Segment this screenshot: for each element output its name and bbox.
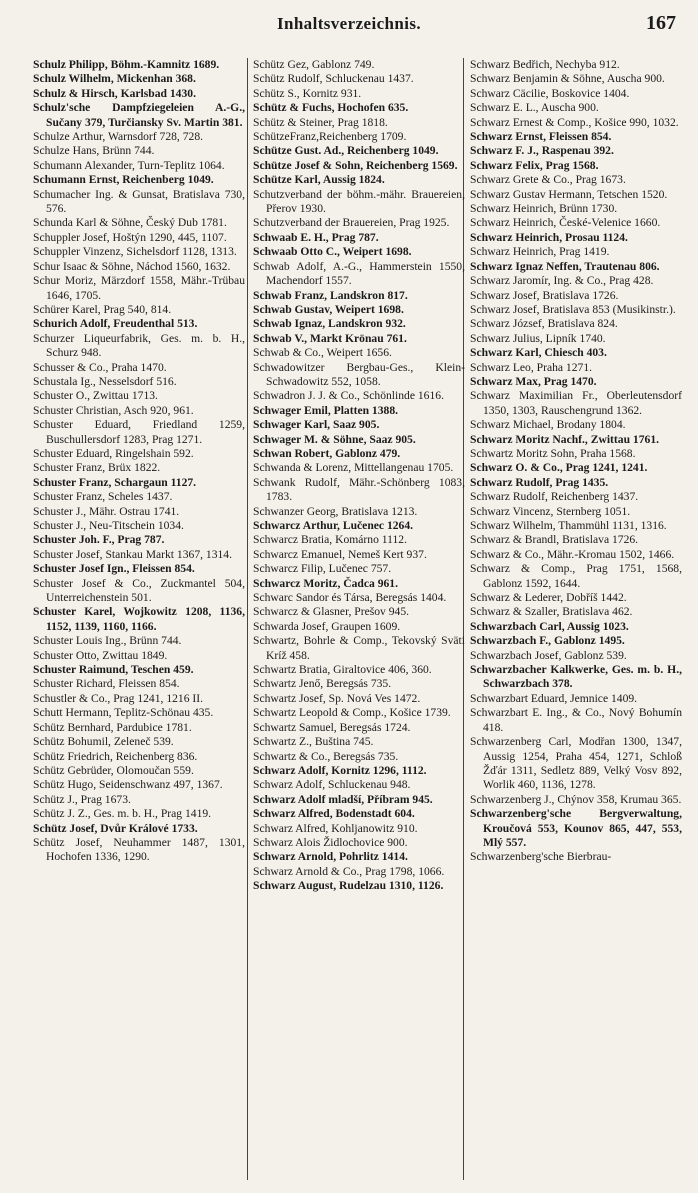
index-entry: Schutzverband der Brauereien, Prag 1925.: [253, 216, 450, 230]
index-entry: Schuster O., Zwittau 1713.: [33, 389, 158, 403]
index-entry: Schütz Rudolf, Schluckenau 1437.: [253, 72, 414, 86]
index-entry: Schwarz & Comp., Prag 1751, 1568, Gablonz 1592, 1644.: [470, 562, 682, 590]
index-entry: Schur Moriz, Märzdorf 1558, Mähr.-Trübau 1646, 1705.: [33, 274, 245, 302]
index-entry: Schwadron J. J. & Co., Schönlinde 1616.: [253, 389, 444, 403]
index-entry: Schwarz E. L., Auscha 900.: [470, 101, 599, 115]
index-entry: Schütz Bernhard, Pardubice 1781.: [33, 720, 192, 734]
index-entry: Schulze Hans, Brünn 744.: [33, 144, 155, 158]
index-entry: Schwarz Josef, Bratislava 1726.: [470, 288, 619, 302]
index-entry: Schuster J., Neu-Titschein 1034.: [33, 519, 184, 532]
index-entry: Schwarz Maximilian Fr., Oberleutensdorf 1350, 1303, Rauschengrund 1362.: [470, 389, 682, 417]
index-entry: Schwarzenberg J., Chýnov 358, Krumau 365.: [470, 792, 682, 806]
index-entry: Schur Isaac & Söhne, Náchod 1560, 1632.: [33, 259, 231, 273]
index-entry: Schwarzbart E. Ing., & Co., Nový Bohumín 418.: [470, 706, 682, 734]
index-entry: Schwarz Josef, Bratislava 853 (Musikinstr.).: [470, 302, 676, 316]
index-entry: Schwartz Bratia, Giraltovice 406, 360.: [253, 663, 432, 677]
index-entry: Schütze Josef & Sohn, Reichenberg 1569.: [253, 158, 458, 172]
index-entry: Schwarz Max, Prag 1470.: [470, 374, 597, 388]
index-entry: Schwab Adolf, A.-G., Hammerstein 1550, Machendorf 1557.: [253, 259, 465, 288]
index-entry: Schuster Eduard, Friedland 1259, Buschullersdorf 1283, Prag 1271.: [33, 418, 245, 446]
index-entry: Schwanzer Georg, Bratislava 1213.: [253, 504, 418, 518]
index-entry: Schwarz Leo, Praha 1271.: [470, 360, 593, 374]
index-entry: Schütz Friedrich, Reichenberg 836.: [33, 749, 198, 763]
index-entry: Schwarz Bedřich, Nechyba 912.: [470, 58, 620, 71]
index-entry: Schusser & Co., Praha 1470.: [33, 360, 167, 374]
index-entry: Schwarcz Filip, Lučenec 757.: [253, 562, 392, 576]
index-entry: Schuster Josef, Stankau Markt 1367, 1314.: [33, 547, 233, 561]
index-entry: Schwarzbart Eduard, Jemnice 1409.: [470, 691, 638, 705]
index-entry: Schwarz Ernst, Fleissen 854.: [470, 130, 612, 144]
index-entry: Schwarcz Moritz, Čadca 961.: [253, 576, 398, 590]
index-entry: Schwarz & Lederer, Dobříš 1442.: [470, 591, 627, 605]
index-entry: Schwank Rudolf, Mähr.-Schönberg 1083, 1783.: [253, 475, 465, 504]
index-entry: Schwarz F. J., Raspenau 392.: [470, 144, 614, 158]
index-entry: Schwarzbach Josef, Gablonz 539.: [470, 648, 627, 662]
index-entry: Schuster J., Mähr. Ostrau 1741.: [33, 504, 180, 518]
index-entry: Schwaab Otto C., Weipert 1698.: [253, 245, 412, 259]
index-entry: Schwarz Heinrich, Brünn 1730.: [470, 202, 618, 216]
index-entry: Schuster Raimund, Teschen 459.: [33, 663, 194, 677]
index-entry: Schwarzenberg'sche Bergverwaltung, Kroučová 553, Kounov 865, 447, 553, Mlý 557.: [470, 807, 682, 849]
index-entry: Schütz J., Prag 1673.: [33, 792, 131, 806]
index-entry: Schwarz Heinrich, České-Velenice 1660.: [470, 216, 661, 230]
index-entry: Schumann Alexander, Turn-Teplitz 1064.: [33, 158, 225, 172]
index-entry: Schwartz & Co., Beregsás 735.: [253, 749, 399, 763]
index-entry: Schulze Arthur, Warnsdorf 728, 728.: [33, 130, 204, 144]
index-entry: Schwarz Adolf, Schluckenau 948.: [253, 778, 411, 792]
index-entry: Schwan Robert, Gablonz 479.: [253, 446, 401, 460]
index-entry: Schunda Karl & Söhne, Český Dub 1781.: [33, 216, 227, 230]
index-entry: Schürer Karel, Prag 540, 814.: [33, 302, 172, 316]
index-entry: Schutt Hermann, Teplitz-Schönau 435.: [33, 706, 214, 720]
index-entry: Schutzverband der böhm.-mähr. Brauereien, Přerov 1930.: [253, 187, 465, 216]
index-entry: Schwartz Leopold & Comp., Košice 1739.: [253, 706, 451, 720]
index-entry: Schwarzbacher Kalkwerke, Ges. m. b. H., Schwarzbach 378.: [470, 663, 682, 691]
index-entry: Schwarcz Bratia, Komárno 1112.: [253, 533, 407, 547]
index-entry: Schwarz Heinrich, Prag 1419.: [470, 245, 610, 259]
index-entry: Schwarz O. & Co., Prag 1241, 1241.: [470, 461, 648, 475]
index-entry: Schustler & Co., Prag 1241, 1216 II.: [33, 691, 204, 705]
index-entry: Schwartz, Bohrle & Comp., Tekovský Sväti Kríž 458.: [253, 634, 465, 662]
index-entry: Schwarzbach Carl, Aussig 1023.: [470, 619, 629, 633]
index-entry: SchützeFranz,Reichenberg 1709.: [253, 130, 407, 144]
index-entry: Schwarz Gustav Hermann, Tetschen 1520.: [470, 187, 668, 201]
index-entry: Schütz Josef, Neuhammer 1487, 1301, Hochofen 1336, 1290.: [33, 835, 245, 864]
index-entry: Schwarz & Szaller, Bratislava 462.: [470, 605, 633, 619]
index-entry: Schulz Philipp, Böhm.-Kamnitz 1689.: [33, 58, 220, 71]
index-entry: Schwarz Arnold, Pohrlitz 1414.: [253, 850, 408, 864]
index-entry: Schwab Franz, Landskron 817.: [253, 288, 408, 302]
index-entry: Schuster Josef & Co., Zuckmantel 504, Unterreichenstein 501.: [33, 576, 245, 605]
index-entry: Schwarz Ernest & Comp., Košice 990, 1032.: [470, 115, 679, 129]
index-entry: Schwarz August, Rudelzau 1310, 1126.: [253, 879, 444, 893]
index-entry: Schwarz Vincenz, Sternberg 1051.: [470, 504, 631, 518]
index-entry: Schuster Josef Ign., Fleissen 854.: [33, 562, 195, 576]
index-entry: Schwarzenberg'sche Bierbrau-: [470, 850, 612, 864]
index-entry: Schwager Karl, Saaz 905.: [253, 418, 380, 432]
page-title: Inhaltsverzeichnis.: [276, 14, 422, 33]
index-entry: Schulz Wilhelm, Mickenhan 368.: [33, 72, 196, 86]
index-entry: Schuster Otto, Zwittau 1849.: [33, 648, 168, 662]
index-entry: Schustala Ig., Nesselsdorf 516.: [33, 374, 177, 388]
index-entry: Schulz & Hirsch, Karlsbad 1430.: [33, 86, 196, 100]
index-entry: Schwarz Moritz Nachf., Zwittau 1761.: [470, 432, 660, 446]
index-entry: Schütz J. Z., Ges. m. b. H., Prag 1419.: [33, 807, 212, 821]
index-entry: Schwarz Karl, Chiesch 403.: [470, 346, 607, 360]
index-entry: Schütz & Fuchs, Hochofen 635.: [253, 101, 409, 115]
index-entry: Schuster Franz, Scheles 1437.: [33, 490, 173, 504]
index-entry: Schurich Adolf, Freudenthal 513.: [33, 317, 198, 331]
index-entry: Schwarz & Co., Mähr.-Kromau 1502, 1466.: [470, 547, 675, 561]
index-entry: Schuster Franz, Schargaun 1127.: [33, 475, 197, 489]
index-entry: Schwarc Sandor és Társa, Beregsás 1404.: [253, 591, 447, 605]
index-entry: Schwarzenberg Carl, Modřan 1300, 1347, Aussig 1254, Praha 454, 1271, Schloß Žďár 1311, Sedletz 889, Velký Vosv 892, Worlik 460, 1136, 1278.: [470, 735, 682, 792]
index-entry: Schwab V., Markt Krönau 761.: [253, 331, 407, 345]
index-entry: Schütz Josef, Dvůr Králové 1733.: [33, 821, 198, 835]
index-entry: Schwarz Cäcilie, Boskovice 1404.: [470, 86, 630, 100]
index-entry: Schwanda & Lorenz, Mittellangenau 1705.: [253, 461, 454, 475]
index-entry: Schuster Eduard, Ringelshain 592.: [33, 446, 194, 460]
index-entry: Schwarz Arnold & Co., Prag 1798, 1066.: [253, 864, 445, 878]
index-entry: Schütz Hugo, Seidenschwanz 497, 1367.: [33, 778, 223, 792]
index-entry: Schwarz Ignaz Neffen, Trautenau 806.: [470, 259, 660, 273]
index-entry: Schuppler Josef, Hoštýn 1290, 445, 1107.: [33, 230, 227, 244]
index-entry: Schuster Christian, Asch 920, 961.: [33, 403, 194, 417]
index-entry: Schwarz Rudolf, Reichenberg 1437.: [470, 490, 639, 504]
page-number: 167: [646, 12, 676, 34]
index-entry: Schumacher Ing. & Gunsat, Bratislava 730, 576.: [33, 187, 245, 216]
index-entry: Schütz Gebrüder, Olomoučan 559.: [33, 763, 194, 777]
index-entry: Schwaab E. H., Prag 787.: [253, 230, 379, 244]
index-entry: Schwarz Benjamin & Söhne, Auscha 900.: [470, 72, 665, 86]
index-entry: Schwarz Felix, Prag 1568.: [470, 158, 599, 172]
index-entry: Schütz & Steiner, Prag 1818.: [253, 115, 388, 129]
index-entry: Schwarz Adolf mladší, Příbram 945.: [253, 792, 433, 806]
index-entry: Schwab Ignaz, Landskron 932.: [253, 317, 406, 331]
index-entry: Schwager Emil, Platten 1388.: [253, 403, 399, 417]
index-entry: Schuster Richard, Fleissen 854.: [33, 677, 180, 691]
index-entry: Schwarz Heinrich, Prosau 1124.: [470, 230, 628, 244]
index-entry: Schurzer Liqueurfabrik, Ges. m. b. H., Schurz 948.: [33, 331, 245, 360]
index-entry: Schwartz Josef, Sp. Nová Ves 1472.: [253, 691, 421, 705]
index-entry: Schütze Karl, Aussig 1824.: [253, 173, 385, 187]
index-entry: Schütz S., Kornitz 931.: [253, 86, 362, 100]
index-entry: Schütz Bohumil, Zeleneč 539.: [33, 735, 174, 749]
index-entry: Schwager M. & Söhne, Saaz 905.: [253, 432, 416, 446]
index-entry: Schwartz Samuel, Beregsás 1724.: [253, 720, 411, 734]
column-divider: [247, 58, 248, 1180]
index-entry: Schwab Gustav, Weipert 1698.: [253, 302, 404, 316]
index-entry: Schwarz & Brandl, Bratislava 1726.: [470, 533, 639, 547]
index-entry: Schütze Gust. Ad., Reichenberg 1049.: [253, 144, 439, 158]
index-column-right: [470, 58, 682, 865]
index-entry: Schumann Ernst, Reichenberg 1049.: [33, 173, 214, 187]
index-entry: Schwarz Alois Židlochovice 900.: [253, 835, 408, 849]
index-entry: Schwarz Alfred, Bodenstadt 604.: [253, 807, 415, 821]
index-entry: Schwarz Jaromír, Ing. & Co., Prag 428.: [470, 274, 654, 288]
index-entry: Schwarcz Arthur, Lučenec 1264.: [253, 519, 414, 532]
index-entry: Schwab & Co., Weipert 1656.: [253, 346, 392, 360]
index-entry: Schwartz Moritz Sohn, Praha 1568.: [470, 446, 636, 460]
index-entry: Schwarz Julius, Lipník 1740.: [470, 331, 606, 345]
index-entry: Schwarz Alfred, Kohljanowitz 910.: [253, 821, 418, 835]
index-entry: Schuster Louis Ing., Brünn 744.: [33, 634, 182, 648]
index-entry: Schwarz Michael, Brodany 1804.: [470, 418, 626, 432]
index-entry: Schuster Karel, Wojkowitz 1208, 1136, 1152, 1139, 1160, 1166.: [33, 605, 245, 633]
index-entry: Schuppler Vinzenz, Sichelsdorf 1128, 1313.: [33, 245, 237, 259]
index-entry: Schuster Franz, Brüx 1822.: [33, 461, 161, 475]
index-entry: Schütz Gez, Gablonz 749.: [253, 58, 375, 71]
index-entry: Schwarz Adolf, Kornitz 1296, 1112.: [253, 763, 427, 777]
index-entry: Schwartz Z., Buština 745.: [253, 735, 374, 749]
index-entry: Schwarzbach F., Gablonz 1495.: [470, 634, 625, 648]
index-entry: Schwarcz Emanuel, Nemeš Kert 937.: [253, 547, 427, 561]
index-entry: Schwarda Josef, Graupen 1609.: [253, 619, 401, 633]
index-entry: Schwadowitzer Bergbau-Ges., Klein-Schwadowitz 552, 1058.: [253, 360, 465, 388]
index-entry: Schwarcz & Glasner, Prešov 945.: [253, 605, 410, 619]
index-entry: Schulz'sche Dampfziegeleien A.-G., Sučany 379, Turčiansky Sv. Martin 381.: [33, 101, 245, 129]
index-entry: Schuster Joh. F., Prag 787.: [33, 533, 165, 547]
index-entry: Schwarz Rudolf, Prag 1435.: [470, 475, 609, 489]
index-column-middle: [253, 58, 465, 894]
index-entry: Schwarz Wilhelm, Thammühl 1131, 1316.: [470, 519, 667, 532]
index-entry: Schwarz Grete & Co., Prag 1673.: [470, 173, 626, 187]
page-header: [0, 12, 698, 42]
index-entry: Schwarz József, Bratislava 824.: [470, 317, 618, 331]
index-column-left: [33, 58, 245, 865]
index-entry: Schwartz Jenő, Beregsás 735.: [253, 677, 392, 691]
